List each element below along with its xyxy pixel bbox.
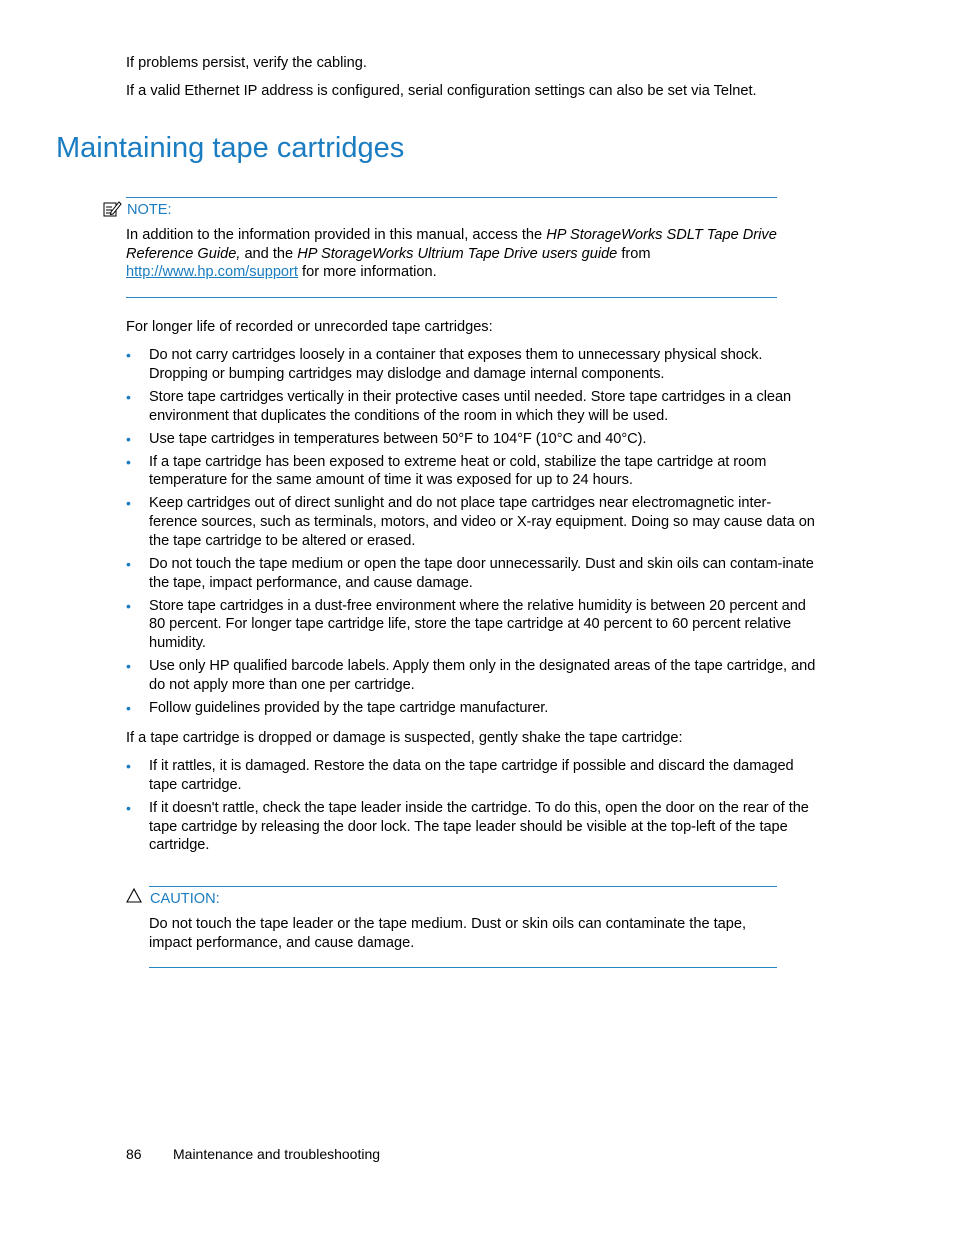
list-item: • Use only HP qualified barcode labels. Apply them only in the designated areas of the tape cartridge, and do not apply more than one per cartridge. [126,658,816,694]
list-item: • Store tape cartridges vertically in their protective cases until needed. Store tape cartridges in a clean environment that duplicates the conditions of the room in which they will be used. [126,388,792,424]
caution-triangle-icon [126,888,142,909]
section-title: Maintaining tape cartridges [56,132,405,164]
note-bottom-rule [126,297,777,298]
note-ref-sdlt-guide-cont: Reference Guide, [126,245,241,262]
note-text-part1: In addition to the information provided in this manual, access the [126,227,547,243]
bullet-dot-icon: • [126,388,131,405]
list-item: • Follow guidelines provided by the tape cartridge manufacturer. [126,700,549,717]
list-item: • If it rattles, it is damaged. Restore the data on the tape cartridge if possible and discard the damaged tape cartridge. [126,758,794,793]
note-label: NOTE: [127,202,172,218]
care-bullet-list [126,346,816,722]
list-item: • Keep cartridges out of direct sunlight and do not place tape cartridges near electromagnetic inter-ference sources, such as terminals, motors, and video or X-ray equipment. Doing so may cause data on the tape cartridge to be altered or erased. [126,495,815,549]
bullet-dot-icon: • [126,597,131,614]
intro-text-cabling: If problems persist, verify the cabling. [126,55,367,71]
caution-top-rule [149,886,777,887]
list-item: • If it doesn't rattle, check the tape leader inside the cartridge. To do this, open the door on the rear of the tape cartridge by releasing the door lock. The tape leader should be visible at the top-left of the tape cartridge. [126,799,809,854]
caution-bottom-rule [149,967,777,968]
note-ref-ultrium-guide: HP StorageWorks Ultrium Tape Drive users guide [297,245,618,262]
bullet-dot-icon: • [126,555,131,572]
bullet-dot-icon: • [126,700,131,717]
dropped-bullet-list [126,757,816,859]
list-item: • Use tape cartridges in temperatures between 50°F to 104°F (10°C and 40°C). [126,430,647,447]
note-text-part2: and the [240,245,298,262]
dropped-lead-text: If a tape cartridge is dropped or damage is suspected, gently shake the tape cartridge: [126,730,683,746]
caution-label: CAUTION: [150,891,220,907]
caution-body [149,915,789,953]
bullet-dot-icon: • [126,799,131,816]
note-ref-sdlt-guide: HP StorageWorks SDLT Tape Drive [546,227,777,243]
bullet-dot-icon: • [126,495,131,512]
note-text-part4: for more information. [297,264,437,281]
caution-text-line1: Do not touch the tape leader or the tape medium. Dust or skin oils can contaminate the tape, [149,916,747,932]
caution-text-line2: impact performance, and cause damage. [149,934,415,951]
note-text-part3: from [617,245,651,262]
page-number: 86 [126,1146,142,1162]
bullet-dot-icon: • [126,453,131,470]
list-item: • Do not carry cartridges loosely in a container that exposes them to unnecessary physical shock. Dropping or bumping cartridges may dislodge and damage internal components. [126,347,763,382]
list-item: • Store tape cartridges in a dust-free environment where the relative humidity is between 20 percent and 80 percent. For longer tape cartridge life, store the tape cartridge at 40 percent to 60 percent relative humidity. [126,597,806,652]
bullet-dot-icon: • [126,430,131,447]
footer-chapter-title: Maintenance and troubleshooting [173,1146,381,1162]
hp-support-link[interactable]: http://www.hp.com/support [126,264,298,281]
list-item: • If a tape cartridge has been exposed to extreme heat or cold, stabilize the tape cartridge at room temperature for the same amount of time it was exposed for up to 24 hours. [126,453,767,489]
bullet-dot-icon: • [126,658,131,675]
note-pencil-icon [103,200,122,224]
note-top-rule [126,197,777,198]
care-lead-text: For longer life of recorded or unrecorded tape cartridges: [126,319,493,335]
bullet-dot-icon: • [126,347,131,363]
bullet-dot-icon: • [126,758,131,774]
list-item: • Do not touch the tape medium or open the tape door unnecessarily. Dust and skin oils can contam-inate the tape, impact performance, and cause damage. [126,555,814,591]
note-body [126,226,786,282]
intro-text-telnet: If a valid Ethernet IP address is configured, serial configuration settings can also be set via Telnet. [126,83,757,99]
